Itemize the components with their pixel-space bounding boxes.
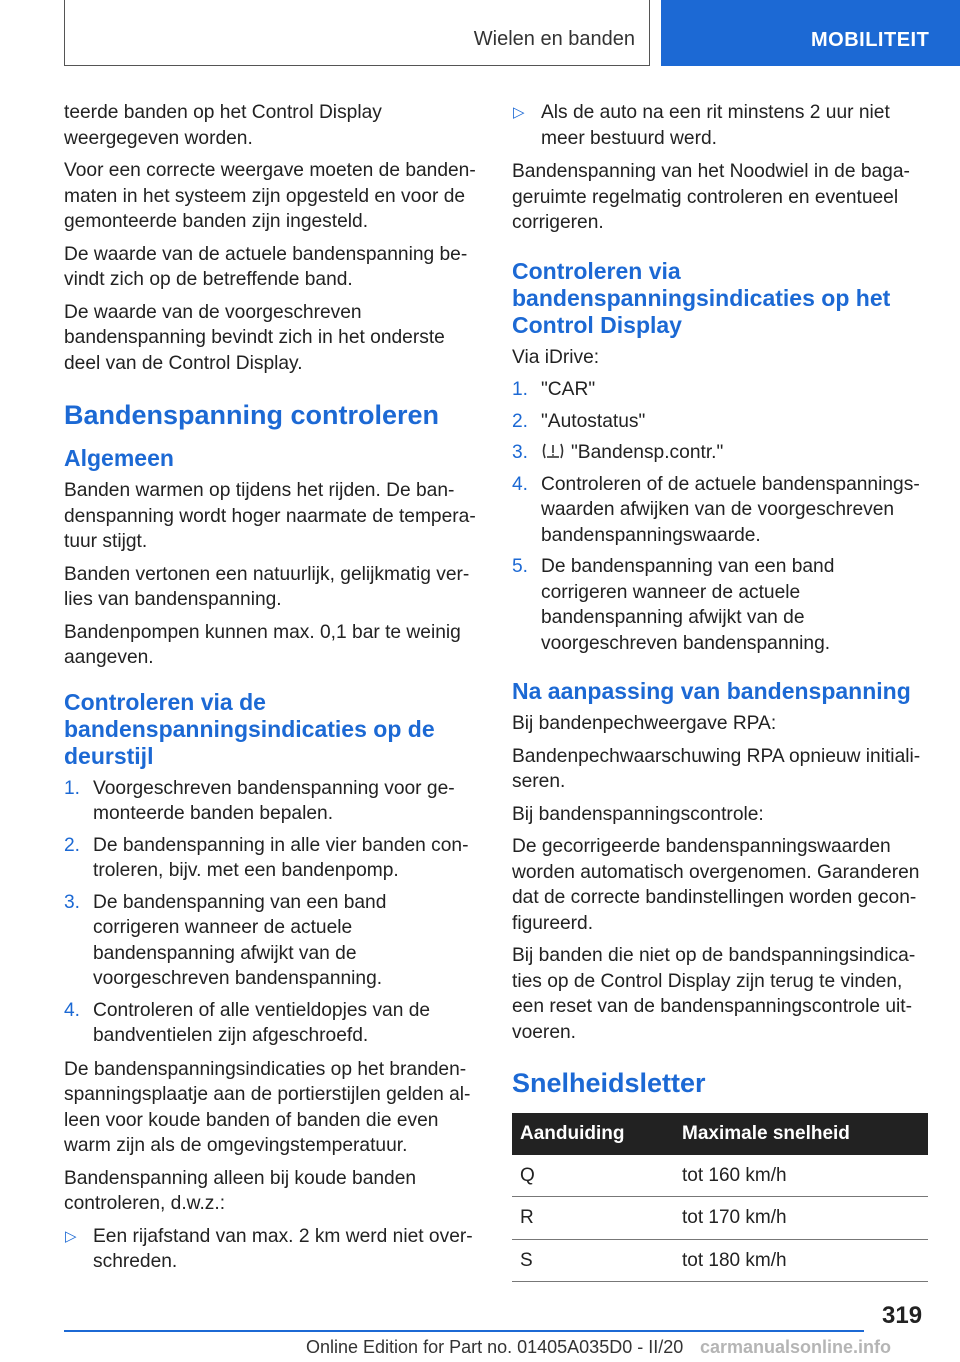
- chapter-tab: [661, 0, 960, 66]
- section-title: Wielen en banden: [473, 28, 635, 50]
- list-item: [512, 440, 924, 466]
- step-text: "Autostatus": [541, 410, 646, 432]
- paragraph: Bandenspanning van het Noodwiel in de bagageruimte regelmatig controleren en eventueel corrigeren.: [512, 161, 910, 233]
- bullet-list: [64, 1224, 476, 1275]
- step-number: 4.: [512, 473, 529, 495]
- page-header: [0, 0, 960, 66]
- table-row: [512, 1155, 928, 1197]
- paragraph: De waarde van de voorgeschreven bandenspanning bevindt zich in het onderste deel van de Control Display.: [64, 301, 445, 374]
- paragraph: Via iDrive:: [512, 346, 600, 368]
- paragraph: teerde banden op het Control Display weergegeven worden.: [64, 102, 382, 149]
- list-item: [64, 776, 476, 827]
- step-number: 5.: [512, 556, 529, 577]
- list-item: [64, 833, 476, 884]
- bullet-text: Een rijafstand van max. 2 km werd niet overschreden.: [93, 1225, 473, 1272]
- step-number: 4.: [64, 999, 81, 1021]
- step-text: De bandenspanning van een band corrigeren wanneer de actuele bandenspanning afwijkt van de voorgeschreven bandenspanning.: [541, 556, 835, 654]
- paragraph: De waarde van de actuele bandenspanning bevindt zich op de betreffende band.: [64, 243, 468, 290]
- list-item: [64, 998, 476, 1049]
- heading-speed-rating: Snelheidsletter: [512, 1068, 706, 1098]
- paragraph: Bij banden die niet op de bandspanningsindicaties op de Control Display zijn terug te vinden, een reset van de bandenspanningscontrole uitvoeren.: [512, 945, 916, 1043]
- tire-pressure-warning-icon: [541, 441, 565, 461]
- table-header-row: [512, 1113, 928, 1155]
- heading-door-pillar: Controleren via de bandenspanningsindicaties op de deurstijl: [64, 688, 435, 769]
- step-number: 3.: [64, 891, 81, 913]
- step-text: De bandenspanning in alle vier banden controleren, bijv. met een bandenpomp.: [93, 834, 469, 881]
- step-number: 2.: [64, 834, 81, 856]
- list-item: [512, 377, 924, 403]
- triangle-bullet-icon: ▷: [65, 1227, 77, 1245]
- paragraph: Bij bandenpechweergave RPA:: [512, 713, 777, 734]
- list-item: [512, 100, 924, 151]
- footer-watermark: carmanualsonline.info: [700, 1337, 892, 1357]
- table-cell: tot 180 km/h: [674, 1239, 928, 1282]
- section-tab: [64, 0, 650, 66]
- speed-rating-table: [512, 1113, 928, 1282]
- step-number: 1.: [64, 777, 81, 799]
- list-item: [512, 409, 924, 435]
- heading-check-tire-pressure: Bandenspanning controleren: [64, 400, 440, 430]
- step-number: 1.: [512, 379, 529, 400]
- heading-after-adjustment: Na aanpassing van bandenspanning: [512, 678, 911, 704]
- step-text: "Bandensp.contr.": [571, 442, 724, 463]
- list-item: [64, 890, 476, 992]
- step-text: Controleren of alle ventieldopjes van de bandventielen zijn afgeschroefd.: [93, 999, 431, 1046]
- footer-edition: Online Edition for Part no. 01405A035D0 - II/20: [306, 1337, 684, 1357]
- column-header: Maximale snelheid: [674, 1113, 928, 1155]
- paragraph: Bij bandenspanningscontrole:: [512, 803, 764, 825]
- list-item: [64, 1224, 476, 1275]
- table-cell: tot 160 km/h: [674, 1155, 928, 1197]
- paragraph: De bandenspanningsindicaties op het brandenspanningsplaatje aan de portierstijlen gelden alleen voor koude banden of banden die even warm zijn als de omgevingstemperatuur.: [64, 1058, 471, 1156]
- paragraph: Bandenpechwaarschuwing RPA opnieuw initialiseren.: [512, 745, 921, 792]
- paragraph: Banden warmen op tijdens het rijden. De bandenspanning wordt hoger naarmate de temperatuur stijgt.: [64, 480, 476, 552]
- bullet-list: [512, 100, 924, 151]
- right-column: [512, 100, 924, 1282]
- table-row: [512, 1239, 928, 1282]
- step-number: 2.: [512, 410, 529, 432]
- paragraph: Bandenpompen kunnen max. 0,1 bar te weinig aangeven.: [64, 621, 461, 668]
- page-number: 319: [882, 1302, 923, 1329]
- paragraph: De gecorrigeerde bandenspanningswaarden worden automatisch overgenomen. Garanderen dat de correcte bandinstellingen worden geconfigureerd.: [512, 836, 920, 934]
- heading-general: Algemeen: [64, 445, 174, 471]
- step-text: Voorgeschreven bandenspanning voor gemonteerde banden bepalen.: [93, 777, 455, 824]
- list-item: [512, 472, 924, 549]
- table-cell: R: [512, 1197, 674, 1240]
- column-header: Aanduiding: [512, 1113, 674, 1155]
- table-cell: tot 170 km/h: [674, 1197, 928, 1240]
- list-item: [512, 554, 924, 656]
- step-text: "CAR": [541, 379, 596, 400]
- left-column: [64, 100, 476, 1283]
- step-text: Controleren of de actuele bandenspanningswaarden afwijken van de voorgeschreven bandenspanningswaarde.: [541, 473, 920, 546]
- steps-control-display: [512, 377, 924, 656]
- heading-control-display: Controleren via bandenspanningsindicaties op het Control Display: [512, 257, 891, 338]
- paragraph: Voor een correcte weergave moeten de bandenmaten in het systeem zijn opgesteld en voor de gemonteerde banden zijn ingesteld.: [64, 160, 476, 232]
- table-cell: Q: [512, 1155, 674, 1197]
- step-number: 3.: [512, 442, 529, 463]
- bullet-text: Als de auto na een rit minstens 2 uur niet meer bestuurd werd.: [541, 102, 890, 149]
- chapter-title: MOBILITEIT: [811, 29, 930, 51]
- step-text: De bandenspanning van een band corrigeren wanneer de actuele bandenspanning afwijkt van de voorgeschreven bandenspanning.: [93, 891, 387, 989]
- paragraph: Bandenspanning alleen bij koude banden controleren, d.w.z.:: [64, 1167, 417, 1214]
- table-row: [512, 1197, 928, 1240]
- footer-divider: [64, 1330, 864, 1332]
- triangle-bullet-icon: ▷: [513, 104, 525, 121]
- paragraph: Banden vertonen een natuurlijk, gelijkmatig verlies van bandenspanning.: [64, 563, 470, 610]
- table-cell: S: [512, 1239, 674, 1282]
- steps-door-pillar: [64, 776, 476, 1049]
